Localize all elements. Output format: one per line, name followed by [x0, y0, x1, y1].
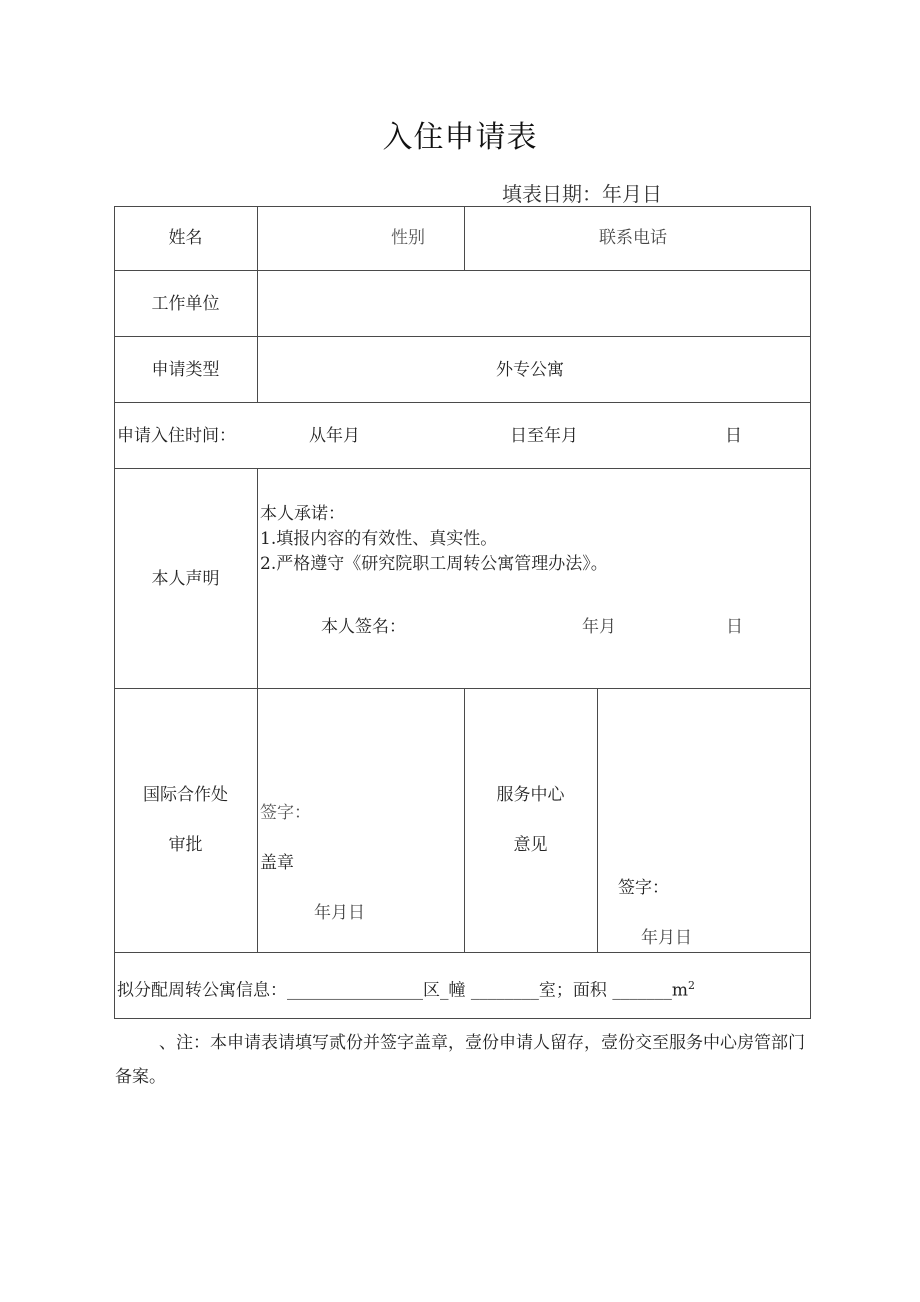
approval-date: 年月日 — [314, 903, 365, 923]
apply-type-label: 申请类型 — [151, 360, 220, 380]
col-divider — [464, 206, 465, 270]
allocation-area-unit-sup: 2 — [687, 979, 695, 992]
stay-time-label: 申请入住时间： — [117, 426, 236, 446]
row-divider — [114, 402, 811, 403]
approval-sign-label: 签字： — [260, 803, 311, 823]
allocation-label: 拟分配周转公寓信息： — [117, 980, 287, 1001]
gender-label: 性别 — [391, 228, 425, 248]
allocation-area-blank: _______ — [612, 980, 672, 1001]
applicant-sign-label: 本人签名： — [321, 617, 406, 637]
fill-date: 填表日期：年月日 — [502, 182, 662, 206]
approval-dept-label: 国际合作处 — [143, 785, 228, 805]
col-divider — [464, 688, 465, 952]
row-divider — [114, 688, 811, 689]
approval-stamp-label: 盖章 — [260, 853, 294, 873]
form-title: 入住申请表 — [382, 120, 538, 155]
declaration-heading: 本人承诺： — [260, 504, 345, 524]
allocation-district-blank: ________________ — [287, 980, 423, 1001]
row-divider — [114, 336, 811, 337]
apply-type-value: 外专公寓 — [496, 360, 564, 380]
form-note: 、注：本申请表请填写贰份并签字盖章，壹份申请人留存，壹份交至服务中心房管部门备案。 — [115, 1033, 805, 1087]
stay-time-to: 日至年月 — [510, 426, 578, 446]
stay-time-from: 从年月 — [309, 426, 360, 446]
table-border-bottom — [114, 1018, 811, 1019]
phone-label: 联系电话 — [599, 228, 667, 248]
service-sign-label: 签字： — [618, 878, 669, 898]
allocation-room-area-label: 室；面积 — [538, 980, 607, 1001]
row-divider — [114, 270, 811, 271]
declaration-item-2: 2.严格遵守《研究院职工周转公寓管理办法》。 — [260, 554, 608, 574]
table-border-right — [810, 206, 811, 1019]
allocation-room-blank: ________ — [470, 980, 539, 1001]
table-border-top — [114, 206, 811, 207]
service-center-label: 服务中心 — [496, 785, 565, 805]
table-border-left — [114, 206, 115, 1019]
col-divider — [257, 468, 258, 952]
allocation-building-blank: _ — [440, 980, 449, 1001]
applicant-sign-month: 年月 — [582, 617, 616, 637]
stay-time-day: 日 — [725, 426, 742, 446]
service-date: 年月日 — [641, 928, 692, 948]
row-divider — [114, 468, 811, 469]
col-divider — [257, 206, 258, 402]
row-divider — [114, 952, 811, 953]
name-label: 姓名 — [168, 228, 203, 248]
allocation-building-unit: 幢 — [448, 980, 466, 1001]
applicant-sign-day: 日 — [726, 617, 743, 637]
declaration-label: 本人声明 — [151, 569, 220, 589]
approval-label: 审批 — [168, 835, 203, 855]
col-divider — [597, 688, 598, 952]
service-opinion-label: 意见 — [513, 835, 548, 855]
work-unit-label: 工作单位 — [151, 294, 220, 314]
allocation-info — [117, 975, 695, 1002]
allocation-district-unit: 区 — [423, 980, 440, 1001]
declaration-item-1: 1.填报内容的有效性、真实性。 — [260, 529, 498, 549]
allocation-area-unit: m — [671, 980, 688, 1001]
